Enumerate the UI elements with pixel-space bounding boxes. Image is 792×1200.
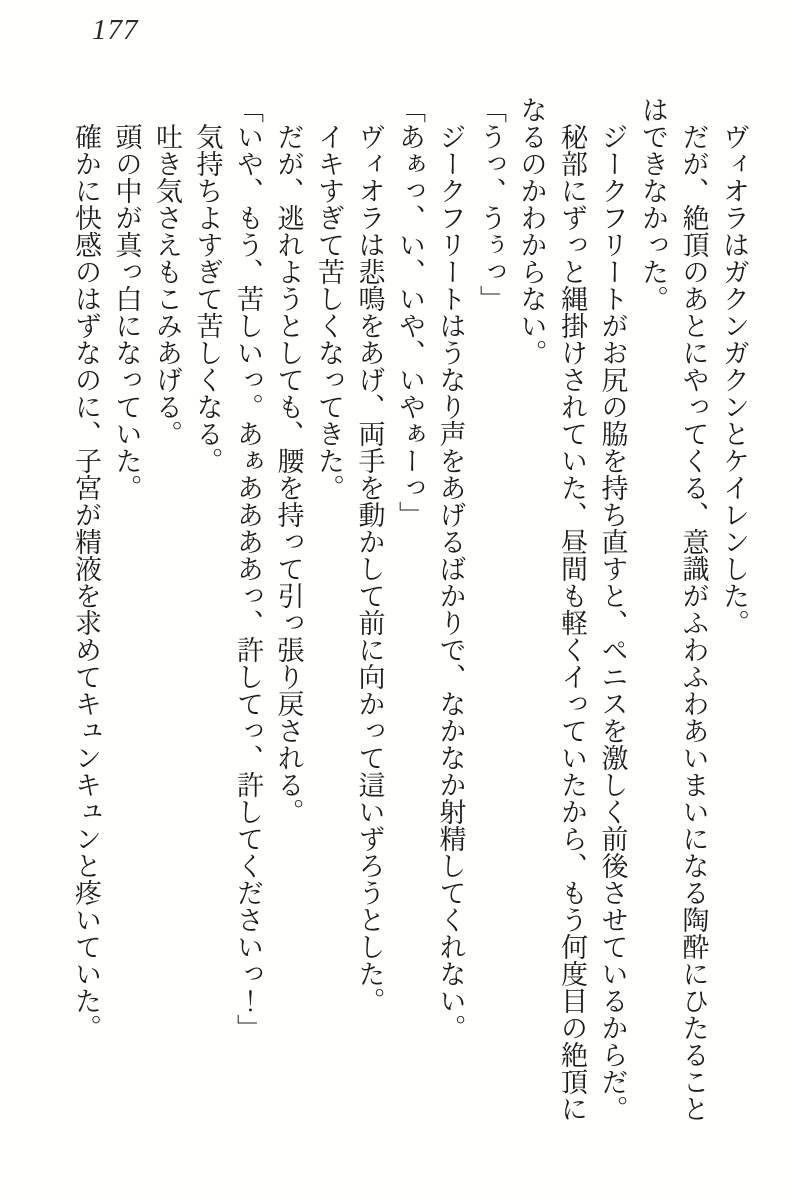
paragraph: ジークフリートはうなり声をあげるばかりで、なかなか射精してくれない。 xyxy=(435,123,466,1041)
paragraph-dialogue: 「いや、もう、苦しいっ。あぁああああっ、許してっ、許してくださいっ！」 xyxy=(233,96,263,1041)
paragraph: だが、絶頂のあとにやってくる、意識がふわふわあいまいになる陶酔にひたることはできなかった。 xyxy=(638,96,709,1122)
paragraph: イキすぎて苦しくなってきた。 xyxy=(314,123,344,501)
paragraph: だが、逃れようとしても、腰を持って引っ張り戻される。 xyxy=(273,123,304,825)
paragraph: 吐き気さえもこみあげる。 xyxy=(152,123,182,447)
paragraph: ヴィオラはガクンガクンとケイレンした。 xyxy=(719,123,749,636)
paragraph-dialogue: 「うっ、うぅっ」 xyxy=(476,96,506,312)
paragraph: ジークフリートがお尻の脇を持ち直すと、ペニスを激しく前後させているからだ。 xyxy=(597,123,628,1122)
paragraph: 気持ちよすぎて苦しくなる。 xyxy=(192,123,223,474)
paragraph: ヴィオラは悲鳴をあげ、両手を動かして前に向かって這いずろうとした。 xyxy=(354,123,385,1014)
page-number: 177 xyxy=(92,14,139,46)
page-text-block xyxy=(66,96,755,1132)
paragraph: 頭の中が真っ白になっていた。 xyxy=(111,123,142,501)
paragraph: 秘部にずっと縄掛けされていた、昼間も軽くイっていたから、もう何度目の絶頂になるのかわからない。 xyxy=(516,96,587,1122)
paragraph: 確かに快感のはずなのに、子宮が精液を求めてキュンキュンと疼いていた。 xyxy=(71,123,101,1041)
paragraph-dialogue: 「あぁっ、い、いや、いやぁーっ」 xyxy=(395,96,425,528)
